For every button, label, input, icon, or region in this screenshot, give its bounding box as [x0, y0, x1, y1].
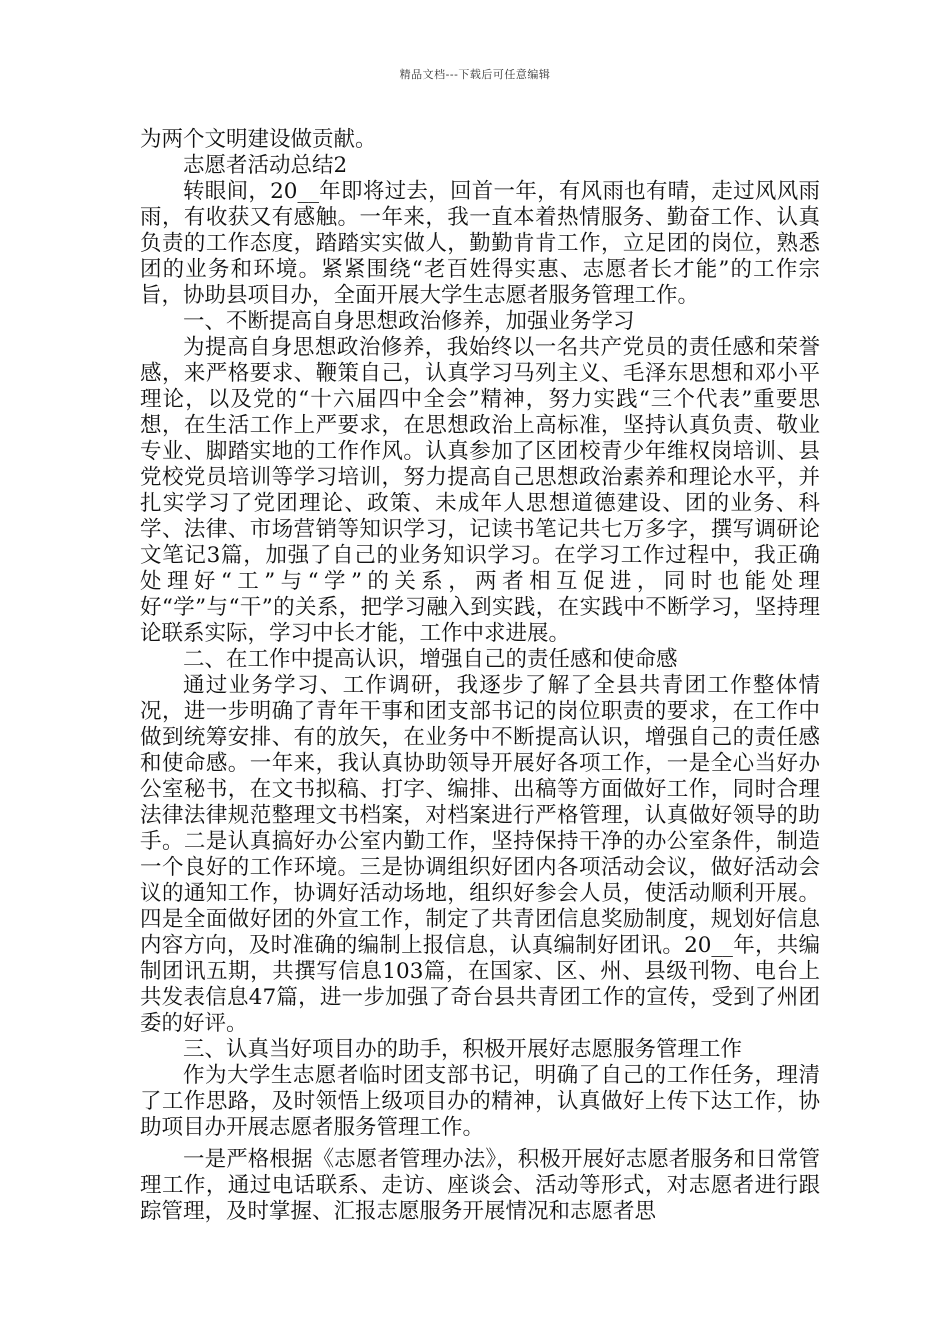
page-header: 精品文档---下载后可任意编辑 [399, 68, 551, 81]
paragraph-management: 一是严格根据《志愿者管理办法》，积极开展好志愿者服务和日常管理工作，通过电话联系、走访、座谈会、活动等形式，对志愿者进行跟踪管理，及时掌握、汇报志愿服务开展情况和志愿者思 [140, 1147, 820, 1224]
heading-two: 二、在工作中提高认识，增强自己的责任感和使命感 [183, 647, 678, 672]
heading-one: 一、不断提高自身思想政治修养，加强业务学习 [183, 309, 635, 334]
document-body [140, 127, 820, 1225]
heading-three: 三、认真当好项目办的助手，积极开展好志愿服务管理工作 [183, 1037, 743, 1062]
paragraph-intro-end: 为两个文明建设做贡献。 [140, 127, 377, 152]
paragraph-work: 通过业务学习、工作调研，我逐步了解了全县共青团工作整体情况，进一步明确了青年干事和团支部书记的岗位职责的要求，在工作中做到统筹安排、有的放矢，在业务中不断提高认识，增强自己的责任感和使命感。一年来，我认真协助领导开展好各项工作，一是全心当好办公室秘书，在文书拟稿、打字、编排、出稿等方面做好工作，同时合理法律法律规范整理文书档案，对档案进行严格管理，认真做好领导的助手。二是认真搞好办公室内勤工作，坚持保持干净的办公室条件，制造一个良好的工作环境。三是协调组织好团内各项活动会议，做好活动会议的通知工作，协调好活动场地，组织好参会人员，使活动顺利开展。四是全面做好团的外宣工作，制定了共青团信息奖励制度，规划好信息内容方向，及时准确的编制上报信息，认真编制好团讯。20__年，共编制团讯五期，共撰写信息103篇，在国家、区、州、县级刊物、电台上共发表信息47篇，进一步加强了奇台县共青团工作的宣传，受到了州团委的好评。 [140, 673, 820, 1036]
paragraph-overview: 转眼间，20__年即将过去，回首一年，有风雨也有晴，走过风风雨雨，有收获又有感触。一年来，我一直本着热情服务、勤奋工作、认真负责的工作态度，踏踏实实做人，勤勤肯肯工作，立足团的岗位，熟悉团的业务和环境。紧紧围绕“老百姓得实惠、志愿者长才能”的工作宗旨，协助县项目办，全面开展大学生志愿者服务管理工作。 [140, 179, 820, 308]
paragraph-role: 作为大学生志愿者临时团支部书记，明确了自己的工作任务，理清了工作思路，及时领悟上级项目办的精神，认真做好上传下达工作，协助项目办开展志愿者服务管理工作。 [140, 1063, 820, 1140]
section-title: 志愿者活动总结2 [183, 153, 348, 178]
paragraph-study: 为提高自身思想政治修养，我始终以一名共产党员的责任感和荣誉感，来严格要求、鞭策自己，认真学习马列主义、毛泽东思想和邓小平理论，以及党的“十六届四中全会”精神，努力实践“三个代表”重要思想，在生活工作上严要求，在思想政治上高标准，坚持认真负责、敬业专业、脚踏实地的工作作风。认真参加了区团校青少年维权岗培训、县党校党员培训等学习培训，努力提高自己思想政治素养和理论水平，并扎实学习了党团理论、政策、未成年人思想道德建设、团的业务、科学、法律、市场营销等知识学习，记读书笔记共七万多字，撰写调研论文笔记3篇，加强了自己的业务知识学习。在学习工作过程中，我正确处理好“工”与“学”的关系，两者相互促进，同时也能处理好“学”与“干”的关系，把学习融入到实践，在实践中不断学习，坚持理论联系实际，学习中长才能，工作中求进展。 [140, 335, 820, 646]
